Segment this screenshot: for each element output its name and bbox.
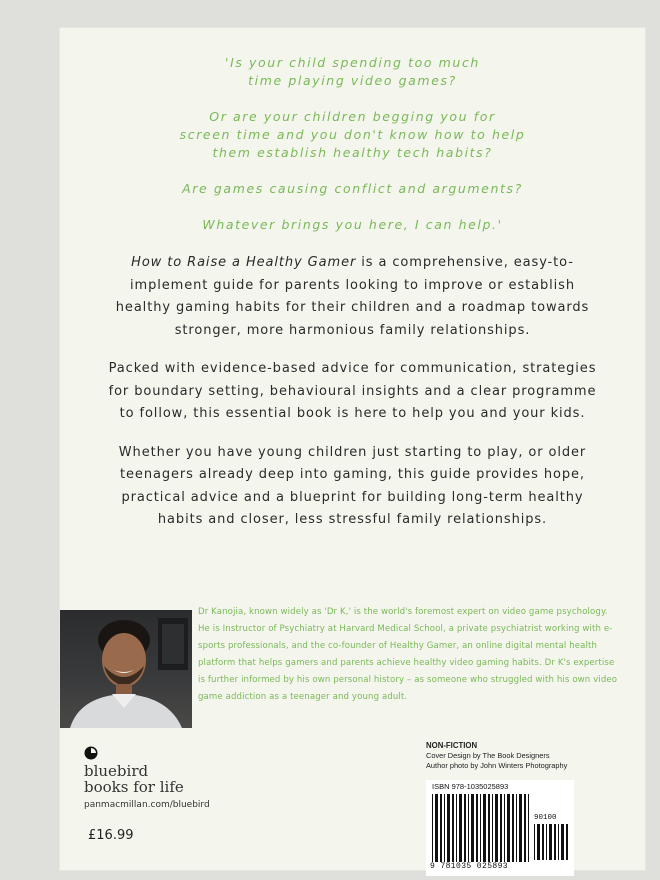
- blurb: [100, 252, 605, 548]
- genre-label: NON-FICTION: [426, 741, 478, 750]
- blurb-paragraph-3: Whether you have young children just starting to play, or older teenagers already deep into gaming, this guide provides hope, practical advice and a blueprint for building long-term healthy habits and closer, less stressful family relationships.: [118, 444, 587, 527]
- book-title: How to Raise a Healthy Gamer: [131, 255, 357, 270]
- author-bio: Dr Kanojia, known widely as 'Dr K,' is the world's foremost expert on video game psychology. He is Instructor of Psychiatry at Harvard Medical School, a private psychiatrist working with e-sports professionals, and the co-founder of Healthy Gamer, an online digital mental health platform that helps gamers and parents achieve healthy video gaming habits. Dr K's expertise is further informed by his own personal history – as someone who struggled with his own video game addiction as a teenager and young adult.: [198, 607, 618, 702]
- blurb-paragraph-1-text: is a comprehensive, easy-to-implement guide for parents looking to improve or establish healthy gaming habits for their children and a roadmap towards stronger, more harmonious family relationships.: [115, 255, 590, 338]
- barcode: [426, 780, 574, 876]
- quote-line-1: 'Is your child spending too much time playing video games?: [225, 55, 480, 88]
- author-photo-credit: Author photo by John Winters Photography: [426, 761, 568, 770]
- cover-design-credit: Cover Design by The Book Designers: [426, 751, 550, 760]
- publisher-logo: [84, 746, 284, 810]
- quote-line-2: Or are your children begging you for screen time and you don't know how to help them establish healthy tech habits?: [179, 109, 526, 160]
- blurb-paragraph-1: [100, 252, 605, 342]
- publisher-name: bluebird: [84, 762, 149, 780]
- price: £16.99: [88, 828, 134, 843]
- book-back-cover: [60, 28, 645, 870]
- quote-line-3: Are games causing conflict and arguments?: [182, 181, 523, 196]
- blurb-paragraph-2: Packed with evidence-based advice for communication, strategies for boundary setting, behavioural insights and a clear programme to follow, this essential book is here to help you and your kids.: [108, 361, 597, 421]
- pull-quote: [60, 54, 645, 252]
- barcode-digits: 9 781035 025893: [430, 862, 509, 871]
- isbn-label: ISBN 978-1035025893: [432, 782, 509, 791]
- barcode-bars: [430, 794, 532, 862]
- addon-barcode-bars: [532, 824, 570, 860]
- author-photo: [60, 610, 192, 728]
- credits: [426, 741, 636, 771]
- publisher-tagline: books for life: [84, 778, 184, 796]
- publisher-url: panmacmillan.com/bluebird: [84, 800, 210, 810]
- quote-line-4: Whatever brings you here, I can help.': [202, 217, 503, 232]
- addon-code: 90100: [534, 814, 557, 822]
- bluebird-logo-icon: [84, 746, 98, 760]
